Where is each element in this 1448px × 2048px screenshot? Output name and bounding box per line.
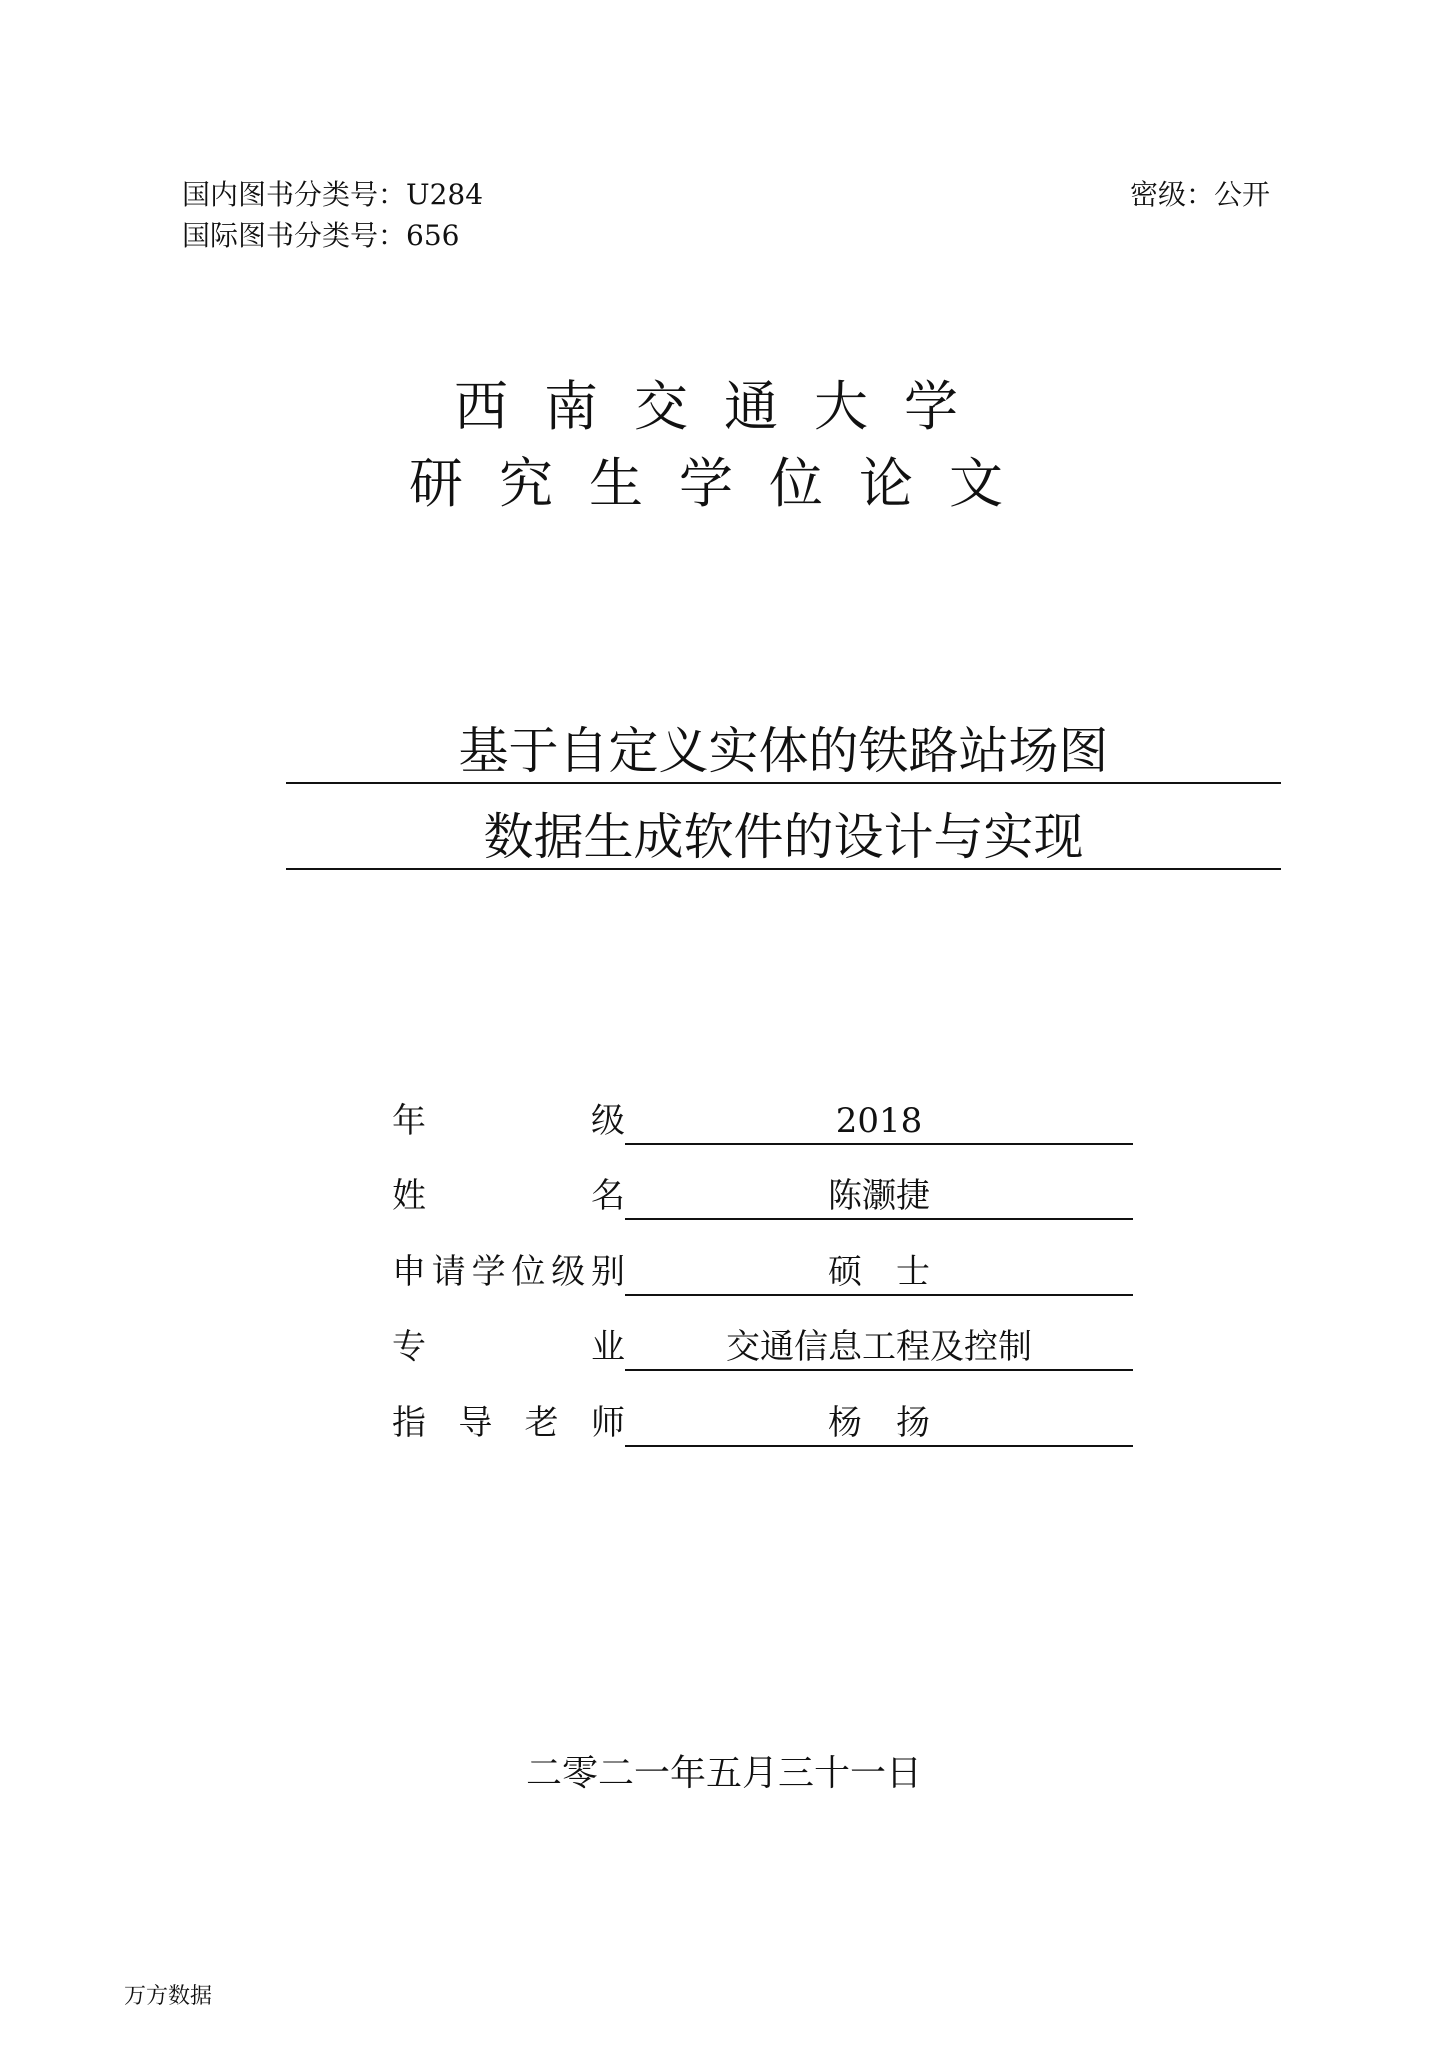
university-name: 西南交通大学 <box>454 375 994 438</box>
major-label: 专 业 <box>392 1327 625 1367</box>
domestic-classification: 国内图书分类号：U284 <box>182 178 484 211</box>
source-mark: 万方数据 <box>124 1984 213 2009</box>
international-classification: 国际图书分类号：656 <box>182 219 460 252</box>
name-label: 姓 名 <box>392 1176 625 1216</box>
grade-label: 年 级 <box>392 1101 625 1141</box>
thesis-title-line-1: 基于自定义实体的铁路站场图 <box>286 720 1281 784</box>
thesis-title-line-2: 数据生成软件的设计与实现 <box>286 806 1281 870</box>
major-value: 交通信息工程及控制 <box>625 1323 1133 1371</box>
degree-label: 申 请 学 位 级 别 <box>392 1252 625 1292</box>
grade-value: 2018 <box>625 1097 1133 1145</box>
secrecy-level: 密级：公开 <box>1129 178 1270 211</box>
supervisor-label: 指 导 老 师 <box>392 1403 625 1443</box>
thesis-type: 研究生学位论文 <box>409 452 1039 515</box>
supervisor-value: 杨 扬 <box>625 1399 1133 1447</box>
name-value: 陈灏捷 <box>625 1172 1133 1220</box>
degree-value: 硕 士 <box>625 1248 1133 1296</box>
submission-date: 二零二一年五月三十一日 <box>525 1753 922 1794</box>
